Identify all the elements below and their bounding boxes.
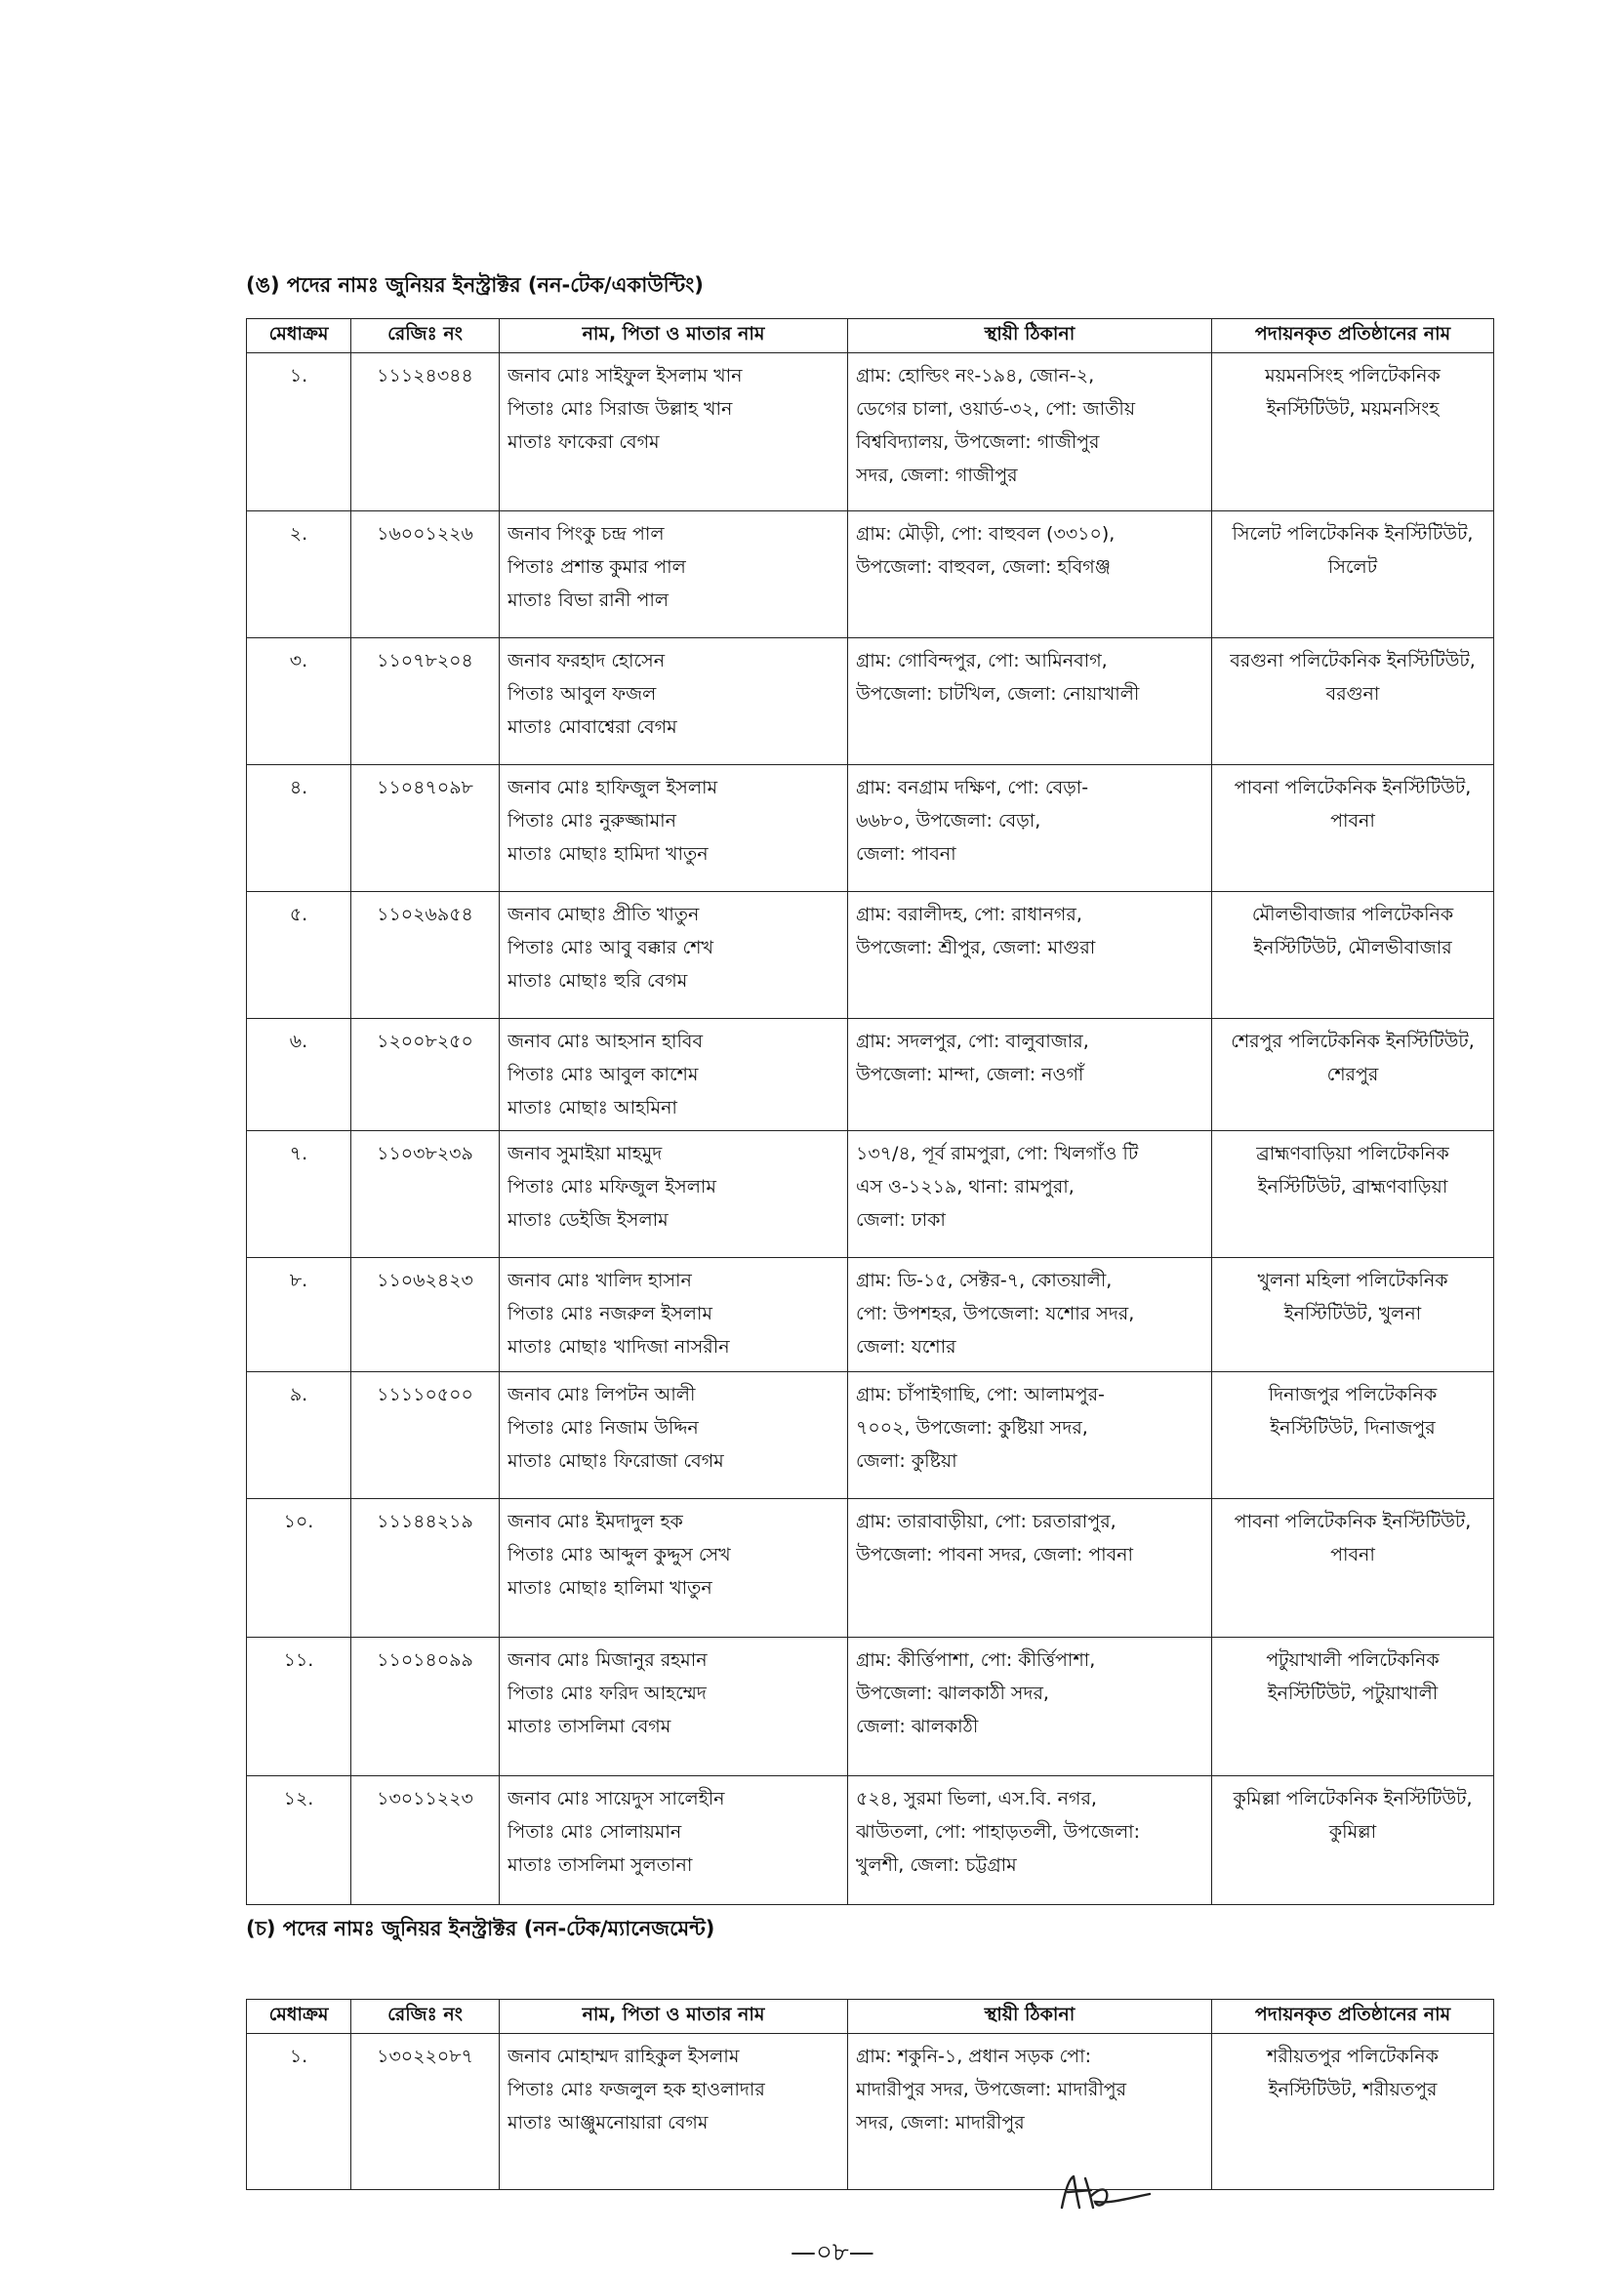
- table-row: [247, 1499, 1494, 1638]
- name-line: জনাব মোঃ মিজানুর রহমান: [508, 1649, 708, 1671]
- posted-institute-cell: [1212, 1258, 1494, 1372]
- address-line: গ্রাম: চাঁপাইগাছি, পো: আলামপুর-: [856, 1384, 1105, 1405]
- posted-institute-cell: [1212, 638, 1494, 765]
- header-registration-no: রেজিঃ নং: [351, 319, 500, 353]
- address-line: উপজেলা: ঝালকাঠী সদর,: [856, 1683, 1049, 1704]
- name-line: জনাব মোঃ ইমদাদুল হক: [508, 1511, 683, 1532]
- institute-line: শেরপুর পলিটেকনিক ইনস্টিটিউট,: [1231, 1031, 1475, 1052]
- merit-rank-cell: ১২.: [247, 1776, 351, 1905]
- posted-institute-cell: [1212, 1372, 1494, 1499]
- registration-no-cell: ১২০০৮২৫০: [351, 1019, 500, 1131]
- name-parents-cell: [500, 511, 848, 638]
- name-parents-cell: [500, 1131, 848, 1258]
- institute-line: শেরপুর: [1326, 1064, 1379, 1085]
- name-line: মাতাঃ মোছাঃ খাদিজা নাসরীন: [508, 1336, 730, 1358]
- institute-line: মৌলভীবাজার পলিটেকনিক: [1251, 904, 1454, 925]
- name-line: জনাব মোঃ খালিদ হাসান: [508, 1270, 692, 1291]
- header-registration-no: রেজিঃ নং: [351, 2000, 500, 2034]
- name-line: জনাব সুমাইয়া মাহমুদ: [508, 1143, 663, 1164]
- signature-mark: [1052, 2169, 1159, 2217]
- address-line: ঝাউতলা, পো: পাহাড়তলী, উপজেলা:: [856, 1821, 1141, 1843]
- registration-no-cell: ১১১১০৫০০: [351, 1372, 500, 1499]
- posted-institute-cell: [1212, 1776, 1494, 1905]
- institute-line: সিলেট পলিটেকনিক ইনস্টিটিউট,: [1232, 523, 1474, 545]
- institute-line: ইনস্টিটিউট, পটুয়াখালী: [1267, 1683, 1439, 1704]
- permanent-address-cell: [848, 1258, 1212, 1372]
- address-line: গ্রাম: ডি-১৫, সেক্টর-৭, কোতয়ালী,: [856, 1270, 1113, 1291]
- permanent-address-cell: [848, 1499, 1212, 1638]
- address-line: গ্রাম: কীর্ত্তিপাশা, পো: কীর্ত্তিপাশা,: [856, 1649, 1096, 1671]
- address-line: জেলা: কুষ্টিয়া: [856, 1450, 957, 1472]
- address-line: গ্রাম: হোল্ডিং নং-১৯৪, জোন-২,: [856, 365, 1095, 386]
- merit-rank-cell: ১.: [247, 353, 351, 511]
- name-line: জনাব মোঃ আহসান হাবিব: [508, 1031, 704, 1052]
- name-parents-cell: [500, 2034, 848, 2190]
- address-line: খুলশী, জেলা: চট্টগ্রাম: [856, 1854, 1017, 1876]
- header-merit-rank: মেধাক্রম: [247, 319, 351, 353]
- table-header-row: [247, 319, 1494, 353]
- name-line: মাতাঃ আঞ্জুমনোয়ারা বেগম: [508, 2112, 709, 2133]
- address-line: গ্রাম: গোবিন্দপুর, পো: আমিনবাগ,: [856, 650, 1108, 671]
- address-line: জেলা: পাবনা: [856, 843, 956, 865]
- name-parents-cell: [500, 1776, 848, 1905]
- registration-no-cell: ১১১৪৪২১৯: [351, 1499, 500, 1638]
- table-row: [247, 765, 1494, 892]
- permanent-address-cell: [848, 1019, 1212, 1131]
- name-line: মাতাঃ বিভা রানী পাল: [508, 589, 670, 611]
- merit-rank-cell: ১১.: [247, 1638, 351, 1776]
- name-line: জনাব মোঃ সায়েদুস সালেহীন: [508, 1788, 725, 1809]
- posted-institute-cell: [1212, 353, 1494, 511]
- merit-rank-cell: ৭.: [247, 1131, 351, 1258]
- table-row: [247, 1372, 1494, 1499]
- institute-line: দিনাজপুর পলিটেকনিক: [1268, 1384, 1438, 1405]
- name-line: জনাব মোঃ লিপটন আলী: [508, 1384, 696, 1405]
- address-line: উপজেলা: মান্দা, জেলা: নওগাঁ: [856, 1064, 1084, 1085]
- table-row: [247, 892, 1494, 1019]
- name-line: পিতাঃ মোঃ ফরিদ আহম্মেদ: [508, 1683, 707, 1704]
- institute-line: পাবনা: [1330, 810, 1375, 832]
- institute-line: কুমিল্লা: [1328, 1821, 1377, 1843]
- address-line: জেলা: ঝালকাঠী: [856, 1716, 979, 1737]
- name-parents-cell: [500, 1372, 848, 1499]
- table-row: [247, 511, 1494, 638]
- permanent-address-cell: [848, 2034, 1212, 2190]
- table-row: [247, 1019, 1494, 1131]
- header-posted-institute: পদায়নকৃত প্রতিষ্ঠানের নাম: [1212, 2000, 1494, 2034]
- appointment-table-management: [246, 1999, 1494, 2190]
- address-line: এস ও-১২১৯, থানা: রামপুরা,: [856, 1176, 1075, 1198]
- registration-no-cell: ১১০১৪০৯৯: [351, 1638, 500, 1776]
- institute-line: পটুয়াখালী পলিটেকনিক: [1266, 1649, 1440, 1671]
- institute-line: পাবনা পলিটেকনিক ইনস্টিটিউট,: [1234, 1511, 1472, 1532]
- permanent-address-cell: [848, 892, 1212, 1019]
- header-posted-institute: পদায়নকৃত প্রতিষ্ঠানের নাম: [1212, 319, 1494, 353]
- institute-line: ইনস্টিটিউট, মৌলভীবাজার: [1253, 937, 1452, 958]
- registration-no-cell: ১১০৭৮২০৪: [351, 638, 500, 765]
- name-line: জনাব মোহাম্মদ রাহিকুল ইসলাম: [508, 2046, 740, 2067]
- address-line: সদর, জেলা: মাদারীপুর: [856, 2112, 1025, 2133]
- institute-line: ইনস্টিটিউট, ময়মনসিংহ: [1266, 398, 1440, 420]
- institute-line: ইনস্টিটিউট, শরীয়তপুর: [1268, 2079, 1438, 2100]
- address-line: গ্রাম: শকুনি-১, প্রধান সড়ক পো:: [856, 2046, 1091, 2067]
- address-line: উপজেলা: শ্রীপুর, জেলা: মাগুরা: [856, 937, 1096, 958]
- name-line: পিতাঃ মোঃ আব্দুল কুদ্দুস সেখ: [508, 1544, 731, 1565]
- name-line: জনাব মোঃ সাইফুল ইসলাম খান: [508, 365, 743, 386]
- table-header-row: [247, 2000, 1494, 2034]
- address-line: উপজেলা: পাবনা সদর, জেলা: পাবনা: [856, 1544, 1134, 1565]
- table-row: [247, 1638, 1494, 1776]
- permanent-address-cell: [848, 1372, 1212, 1499]
- merit-rank-cell: ১০.: [247, 1499, 351, 1638]
- name-line: পিতাঃ মোঃ আবুল কাশেম: [508, 1064, 699, 1085]
- posted-institute-cell: [1212, 1638, 1494, 1776]
- address-line: ৫২৪, সুরমা ভিলা, এস.বি. নগর,: [856, 1788, 1097, 1809]
- institute-line: বরগুনা পলিটেকনিক ইনস্টিটিউট,: [1230, 650, 1476, 671]
- posted-institute-cell: [1212, 1499, 1494, 1638]
- posted-institute-cell: [1212, 511, 1494, 638]
- registration-no-cell: ১৬০০১২২৬: [351, 511, 500, 638]
- address-line: গ্রাম: সদলপুর, পো: বালুবাজার,: [856, 1031, 1089, 1052]
- permanent-address-cell: [848, 1638, 1212, 1776]
- table-row: [247, 1776, 1494, 1905]
- posted-institute-cell: [1212, 765, 1494, 892]
- institute-line: শরীয়তপুর পলিটেকনিক: [1267, 2046, 1439, 2067]
- permanent-address-cell: [848, 638, 1212, 765]
- section-title-accounting: (ঙ) পদের নামঃ জুনিয়র ইনস্ট্রাক্টর (নন-টেক/একাউন্টিং): [246, 273, 704, 297]
- posted-institute-cell: [1212, 1019, 1494, 1131]
- table-row: [247, 2034, 1494, 2190]
- address-line: ১৩৭/৪, পূর্ব রামপুরা, পো: খিলগাঁও টি: [856, 1143, 1139, 1164]
- institute-line: বরগুনা: [1325, 683, 1380, 705]
- name-line: মাতাঃ তাসলিমা বেগম: [508, 1716, 671, 1737]
- name-line: পিতাঃ মোঃ নুরুজ্জামান: [508, 810, 676, 832]
- table-row: [247, 1131, 1494, 1258]
- institute-line: ইনস্টিটিউট, দিনাজপুর: [1270, 1417, 1436, 1439]
- name-line: মাতাঃ মোছাঃ হালিমা খাতুন: [508, 1577, 712, 1599]
- posted-institute-cell: [1212, 892, 1494, 1019]
- address-line: উপজেলা: বাহুবল, জেলা: হবিগঞ্জ: [856, 556, 1111, 578]
- registration-no-cell: ১১০৩৮২৩৯: [351, 1131, 500, 1258]
- name-line: পিতাঃ মোঃ ফজলুল হক হাওলাদার: [508, 2079, 765, 2100]
- registration-no-cell: ১১১২৪৩৪৪: [351, 353, 500, 511]
- name-parents-cell: [500, 892, 848, 1019]
- permanent-address-cell: [848, 765, 1212, 892]
- registration-no-cell: ১১০৬২৪২৩: [351, 1258, 500, 1372]
- merit-rank-cell: ৯.: [247, 1372, 351, 1499]
- header-name-parents: নাম, পিতা ও মাতার নাম: [500, 319, 848, 353]
- name-line: পিতাঃ মোঃ সোলায়মান: [508, 1821, 682, 1843]
- address-line: জেলা: যশোর: [856, 1336, 956, 1358]
- name-line: মাতাঃ ফাকেরা বেগম: [508, 431, 660, 453]
- appointment-table-accounting: [246, 318, 1494, 1905]
- name-line: পিতাঃ মোঃ মফিজুল ইসলাম: [508, 1176, 716, 1198]
- section-title-management: (চ) পদের নামঃ জুনিয়র ইনস্ট্রাক্টর (নন-টেক/ম্যানেজমেন্ট): [246, 1917, 715, 1940]
- name-line: পিতাঃ মোঃ আবু বক্কার শেখ: [508, 937, 713, 958]
- address-line: ডেগের চালা, ওয়ার্ড-৩২, পো: জাতীয়: [856, 398, 1136, 420]
- table-row: [247, 1258, 1494, 1372]
- name-parents-cell: [500, 765, 848, 892]
- institute-line: খুলনা মহিলা পলিটেকনিক: [1257, 1270, 1448, 1291]
- merit-rank-cell: ২.: [247, 511, 351, 638]
- name-line: জনাব ফরহাদ হোসেন: [508, 650, 666, 671]
- address-line: জেলা: ঢাকা: [856, 1209, 946, 1231]
- address-line: বিশ্ববিদ্যালয়, উপজেলা: গাজীপুর: [856, 431, 1100, 453]
- merit-rank-cell: ৮.: [247, 1258, 351, 1372]
- name-line: জনাব পিংকু চন্দ্র পাল: [508, 523, 665, 545]
- institute-line: ব্রাহ্মণবাড়িয়া পলিটেকনিক: [1256, 1143, 1449, 1164]
- registration-no-cell: ১৩০১১২২৩: [351, 1776, 500, 1905]
- institute-line: কুমিল্লা পলিটেকনিক ইনস্টিটিউট,: [1233, 1788, 1473, 1809]
- table-row: [247, 638, 1494, 765]
- header-name-parents: নাম, পিতা ও মাতার নাম: [500, 2000, 848, 2034]
- institute-line: ইনস্টিটিউট, ব্রাহ্মণবাড়িয়া: [1257, 1176, 1448, 1198]
- name-line: মাতাঃ মোবাশ্বেরা বেগম: [508, 716, 677, 738]
- table-row: [247, 353, 1494, 511]
- name-parents-cell: [500, 353, 848, 511]
- merit-rank-cell: ৩.: [247, 638, 351, 765]
- institute-line: ময়মনসিংহ পলিটেকনিক: [1265, 365, 1441, 386]
- posted-institute-cell: [1212, 1131, 1494, 1258]
- name-line: মাতাঃ ডেইজি ইসলাম: [508, 1209, 669, 1231]
- posted-institute-cell: [1212, 2034, 1494, 2190]
- name-parents-cell: [500, 1258, 848, 1372]
- name-line: জনাব মোছাঃ প্রীতি খাতুন: [508, 904, 700, 925]
- header-permanent-address: স্থায়ী ঠিকানা: [848, 2000, 1212, 2034]
- address-line: পো: উপশহর, উপজেলা: যশোর সদর,: [856, 1303, 1135, 1324]
- registration-no-cell: ১১০৪৭০৯৮: [351, 765, 500, 892]
- name-parents-cell: [500, 1638, 848, 1776]
- name-line: পিতাঃ আবুল ফজল: [508, 683, 657, 705]
- page-number: —০৮—: [791, 2238, 874, 2267]
- name-line: পিতাঃ মোঃ নিজাম উদ্দিন: [508, 1417, 699, 1439]
- permanent-address-cell: [848, 511, 1212, 638]
- name-line: মাতাঃ মোছাঃ হুরি বেগম: [508, 970, 688, 992]
- address-line: গ্রাম: মৌড়ী, পো: বাহুবল (৩৩১০),: [856, 523, 1116, 545]
- name-line: পিতাঃ মোঃ সিরাজ উল্লাহ খান: [508, 398, 733, 420]
- address-line: মাদারীপুর সদর, উপজেলা: মাদারীপুর: [856, 2079, 1127, 2100]
- merit-rank-cell: ৪.: [247, 765, 351, 892]
- name-line: জনাব মোঃ হাফিজুল ইসলাম: [508, 777, 718, 798]
- address-line: সদর, জেলা: গাজীপুর: [856, 465, 1018, 486]
- address-line: গ্রাম: বরালীদহ, পো: রাধানগর,: [856, 904, 1082, 925]
- institute-line: সিলেট: [1327, 556, 1378, 578]
- merit-rank-cell: ৫.: [247, 892, 351, 1019]
- address-line: গ্রাম: বনগ্রাম দক্ষিণ, পো: বেড়া-: [856, 777, 1089, 798]
- name-line: পিতাঃ প্রশান্ত কুমার পাল: [508, 556, 686, 578]
- address-line: ৬৬৮০, উপজেলা: বেড়া,: [856, 810, 1041, 832]
- header-permanent-address: স্থায়ী ঠিকানা: [848, 319, 1212, 353]
- name-line: মাতাঃ মোছাঃ ফিরোজা বেগম: [508, 1450, 724, 1472]
- institute-line: পাবনা পলিটেকনিক ইনস্টিটিউট,: [1234, 777, 1472, 798]
- name-line: মাতাঃ তাসলিমা সুলতানা: [508, 1854, 693, 1876]
- name-line: মাতাঃ মোছাঃ আহমিনা: [508, 1097, 677, 1118]
- institute-line: পাবনা: [1330, 1544, 1375, 1565]
- name-line: মাতাঃ মোছাঃ হামিদা খাতুন: [508, 843, 709, 865]
- merit-rank-cell: ১.: [247, 2034, 351, 2190]
- merit-rank-cell: ৬.: [247, 1019, 351, 1131]
- institute-line: ইনস্টিটিউট, খুলনা: [1283, 1303, 1422, 1324]
- permanent-address-cell: [848, 353, 1212, 511]
- address-line: ৭০০২, উপজেলা: কুষ্টিয়া সদর,: [856, 1417, 1088, 1439]
- address-line: গ্রাম: তারাবাড়ীয়া, পো: চরতারাপুর,: [856, 1511, 1116, 1532]
- registration-no-cell: ১৩০২২০৮৭: [351, 2034, 500, 2190]
- header-merit-rank: মেধাক্রম: [247, 2000, 351, 2034]
- address-line: উপজেলা: চাটখিল, জেলা: নোয়াখালী: [856, 683, 1140, 705]
- name-parents-cell: [500, 1499, 848, 1638]
- name-parents-cell: [500, 1019, 848, 1131]
- name-line: পিতাঃ মোঃ নজরুল ইসলাম: [508, 1303, 712, 1324]
- permanent-address-cell: [848, 1776, 1212, 1905]
- permanent-address-cell: [848, 1131, 1212, 1258]
- registration-no-cell: ১১০২৬৯৫৪: [351, 892, 500, 1019]
- name-parents-cell: [500, 638, 848, 765]
